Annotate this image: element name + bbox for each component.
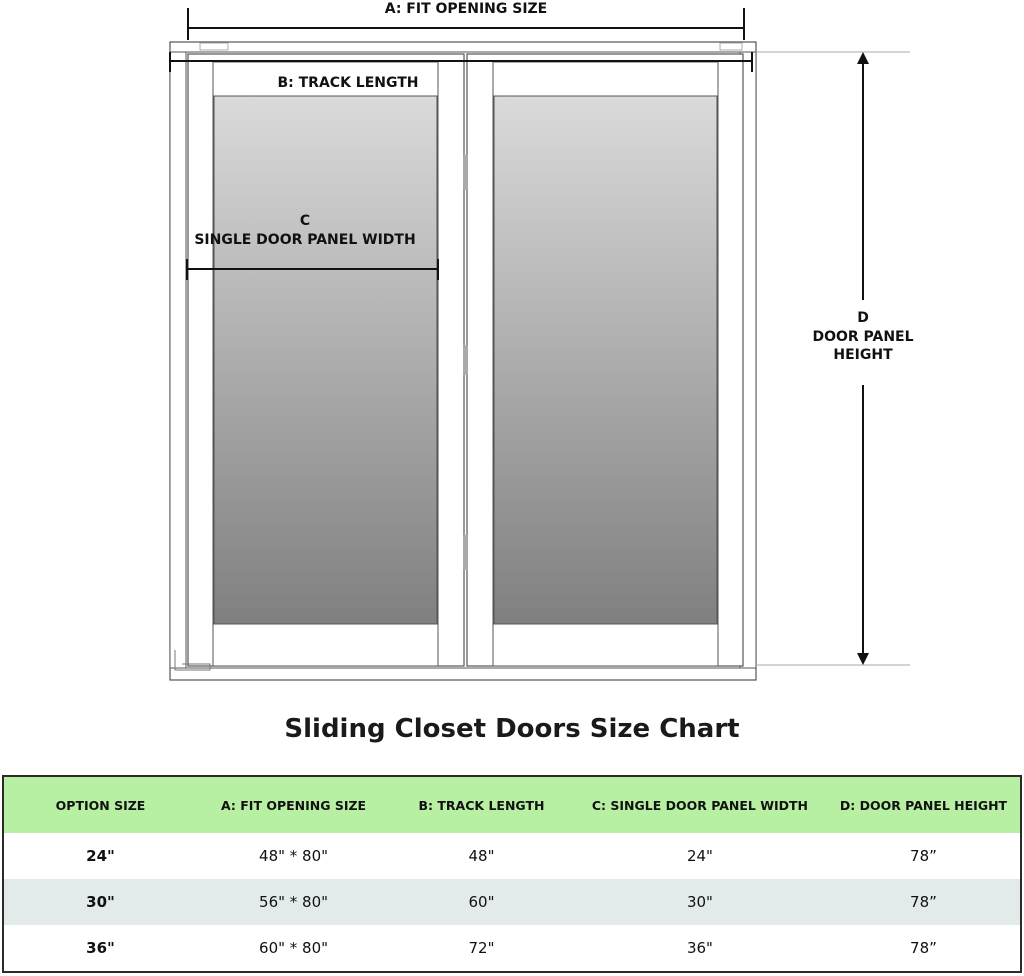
cell-single-door-panel-width: 24" <box>686 847 713 865</box>
cell-fit-opening-size: 56" * 80" <box>259 893 329 911</box>
header-fit-opening-size: A: FIT OPENING SIZE <box>221 797 367 813</box>
header-track-length: B: TRACK LENGTH <box>418 797 545 813</box>
cell-single-door-panel-width: 30" <box>686 893 713 911</box>
right-door-glass <box>494 96 717 624</box>
cell-track-length: 60" <box>468 893 495 911</box>
cell-door-panel-height: 78” <box>910 893 937 911</box>
cell-track-length: 72" <box>468 939 495 957</box>
cell-fit-opening-size: 60" * 80" <box>259 939 329 957</box>
left-door-glass <box>214 96 437 624</box>
header-option-size: OPTION SIZE <box>55 797 146 813</box>
label-single-door-panel-width: SINGLE DOOR PANEL WIDTH <box>194 232 416 248</box>
hinge-icon <box>463 155 468 190</box>
hinge-icon <box>463 345 468 375</box>
label-fit-opening-size: A: FIT OPENING SIZE <box>384 1 548 17</box>
header-single-door-panel-width: C: SINGLE DOOR PANEL WIDTH <box>591 797 809 813</box>
table-row <box>4 925 1020 971</box>
table-header-row <box>4 777 1020 833</box>
label-track-length: B: TRACK LENGTH <box>277 75 419 91</box>
cell-track-length: 48" <box>468 847 495 865</box>
table-row <box>4 879 1020 925</box>
cell-door-panel-height: 78” <box>910 847 937 865</box>
chart-title: Sliding Closet Doors Size Chart <box>284 714 740 744</box>
header-door-panel-height: D: DOOR PANEL HEIGHT <box>839 797 1008 813</box>
label-d-letter: D <box>857 310 869 326</box>
left-jamb <box>170 52 186 668</box>
cell-option-size: 24" <box>86 847 115 865</box>
size-table <box>2 775 1022 973</box>
label-door-panel: DOOR PANEL <box>812 329 914 345</box>
label-height: HEIGHT <box>833 347 893 363</box>
cell-fit-opening-size: 48" * 80" <box>259 847 329 865</box>
hinge-icon <box>463 535 468 570</box>
dimension-d-arrow-up-icon <box>857 52 869 64</box>
cell-door-panel-height: 78” <box>910 939 937 957</box>
cell-single-door-panel-width: 36" <box>686 939 713 957</box>
label-c-letter: C <box>299 213 311 229</box>
cell-option-size: 36" <box>86 939 115 957</box>
table-row <box>4 833 1020 879</box>
cell-option-size: 30" <box>86 893 115 911</box>
dimension-d-arrow-down-icon <box>857 653 869 665</box>
